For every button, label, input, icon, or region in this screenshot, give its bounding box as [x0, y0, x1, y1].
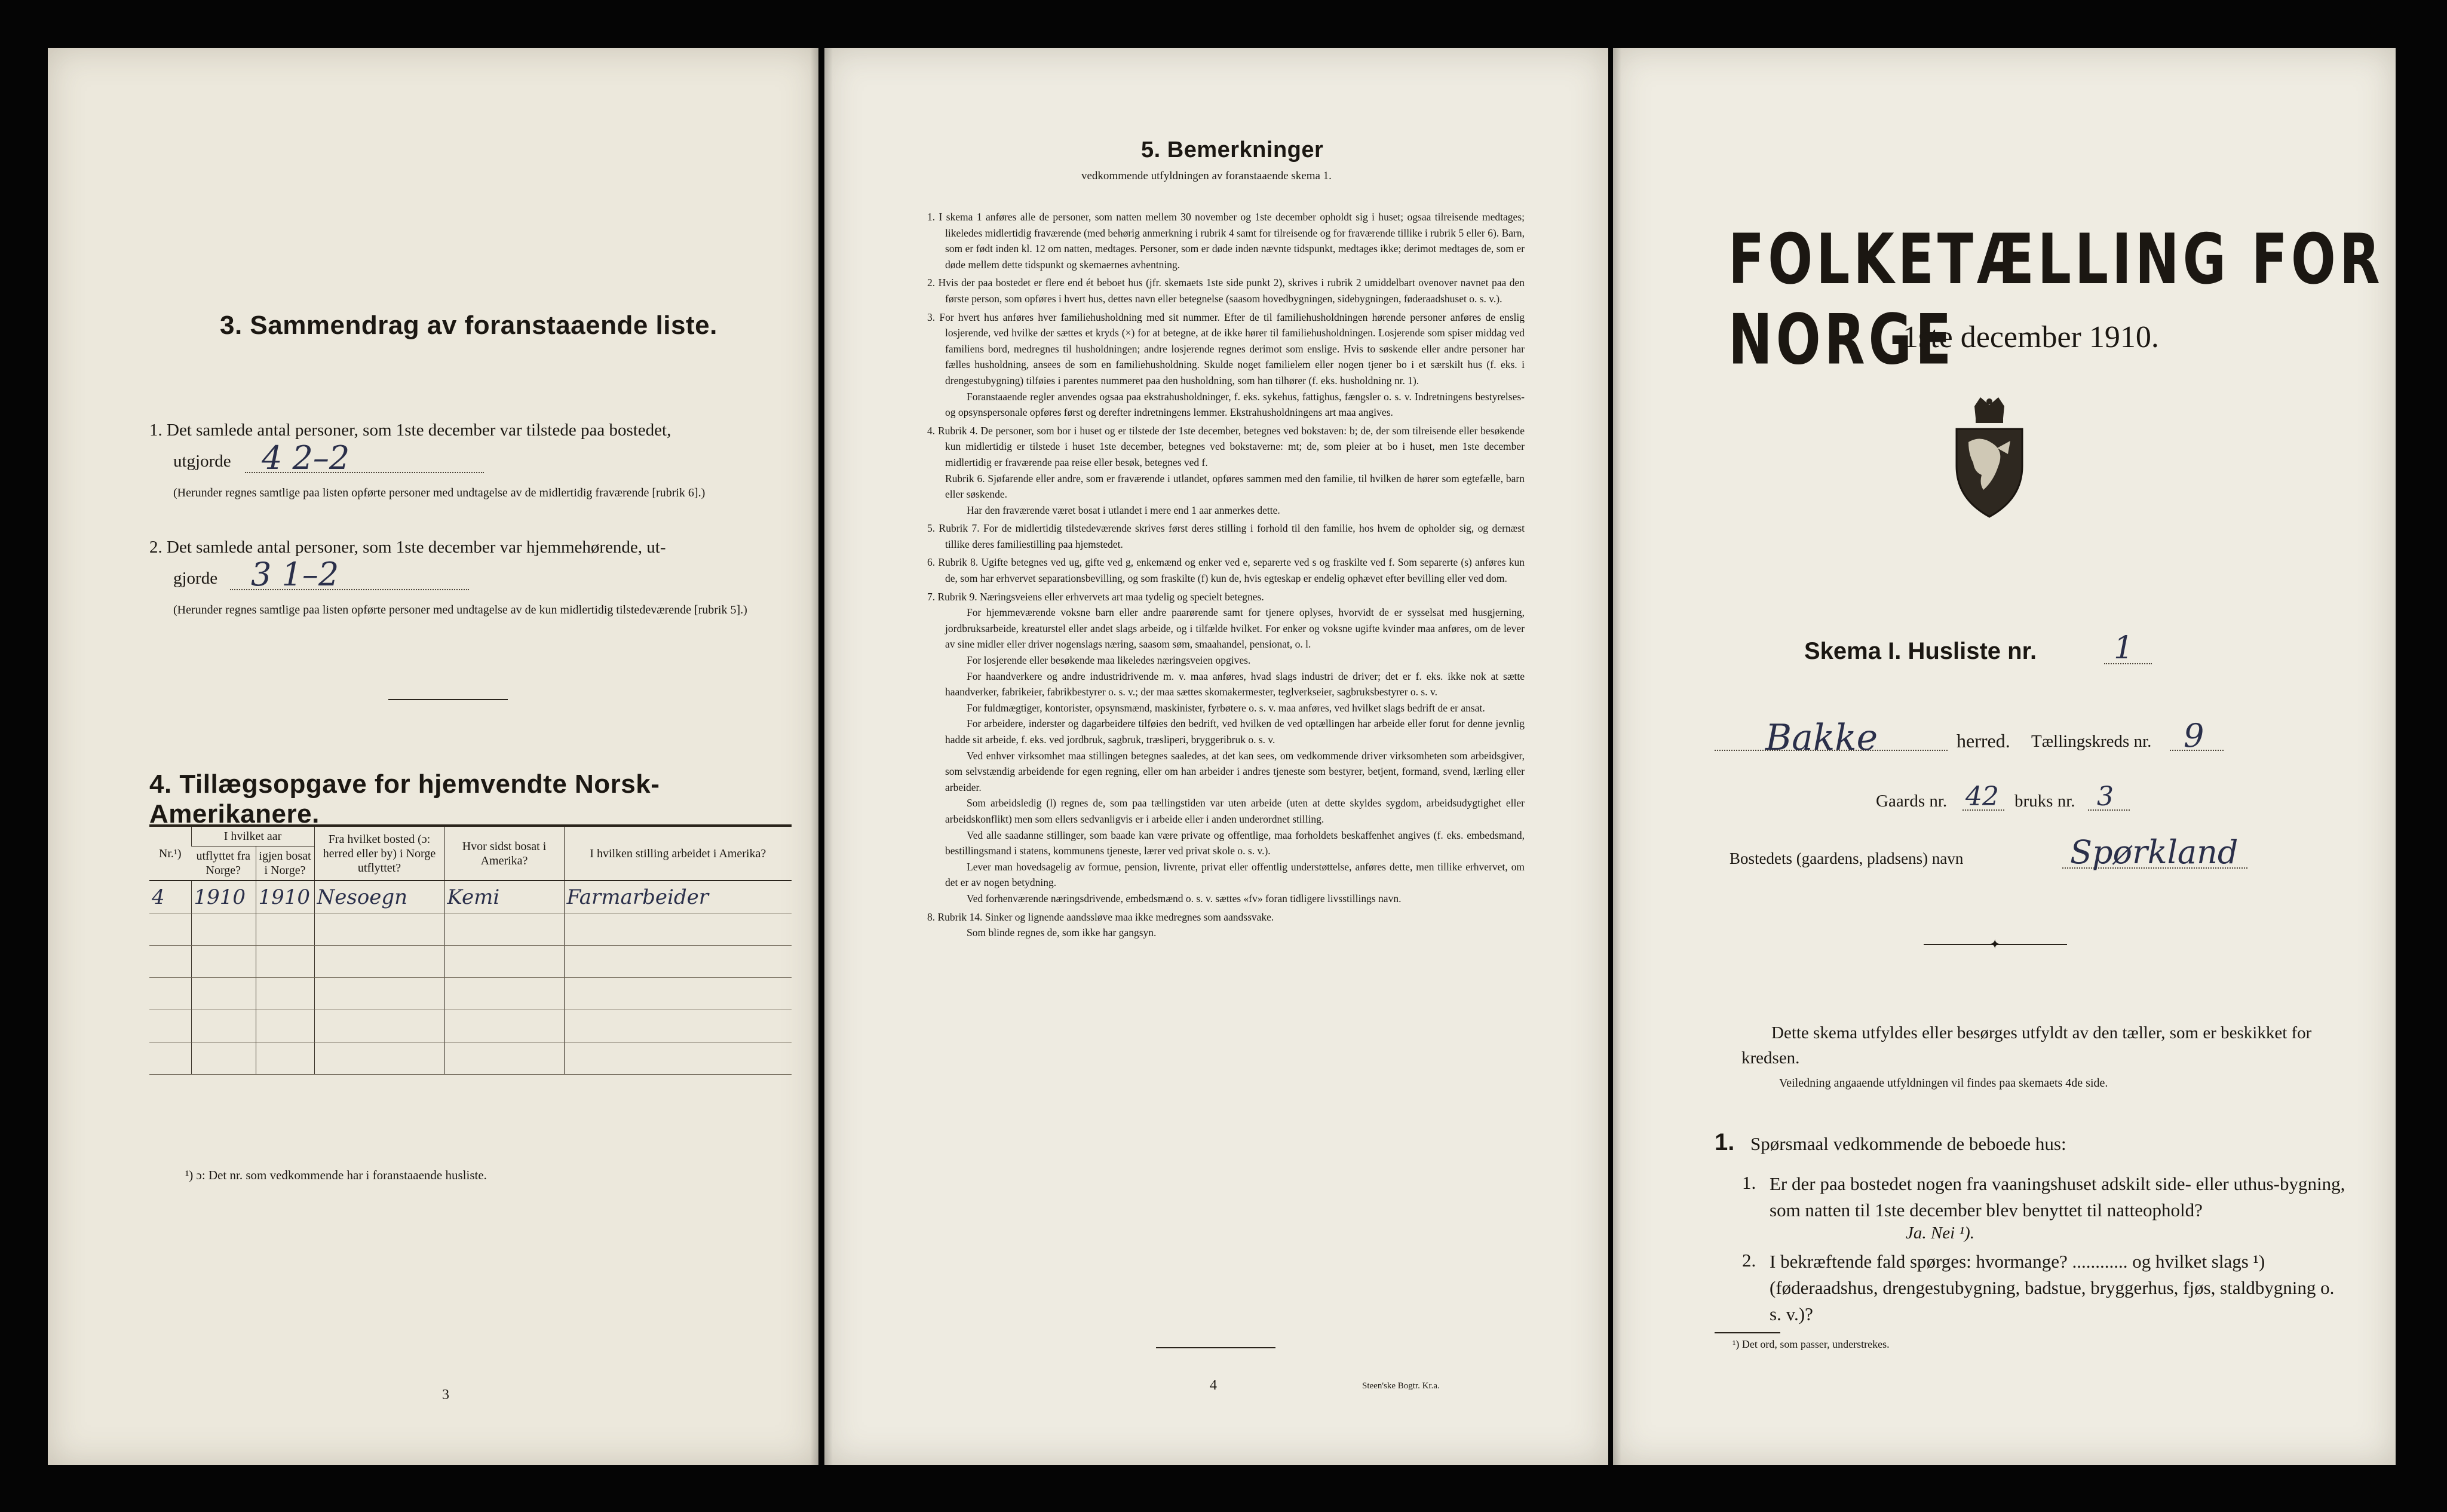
- question-heading-number: 1.: [1715, 1129, 1735, 1155]
- col-last-place: Hvor sidst bosat i Amerika?: [444, 826, 564, 881]
- q2-text: I bekræftende fald spørges: hvormange? ............ og hvilket slags ¹) (føderaadshus, drengestubygning, badstue, bryggerhus, fjøs, staldbygning o. s. v.)?: [1770, 1251, 2335, 1324]
- remark-7d: For haandverkere og andre industridrivende m. v. maa anføres, hvad slags industri de driver; det er f. eks. ikke nok at sætte haandverker, fabrikeier, fabrikbestyrer o. s. v.; der maa sættes skomakermester, teglverkseier, sagbruksbestyrer o. s. v.: [945, 670, 1525, 698]
- remark-7i: Ved alle saadanne stillinger, som baade kan være private og offentlige, maa forholdets beskaffenhet angives (f. eks. embedsmand, bestillingsmand i statens, kommunens tjeneste, lærer ved privat skole o. s. v.).: [945, 829, 1525, 857]
- col-returned: igjen bosat i Norge?: [256, 847, 314, 881]
- remark-7e: For fuldmægtiger, kontorister, opsynsmænd, maskinister, fyrbøtere o. s. v. maa anføres, ved hvilket slags bedrift de er ansat.: [967, 701, 1485, 714]
- remark-7k: Ved forhenværende næringsdrivende, embedsmænd o. s. v. sættes «fv» foran tidligere livsstillings navn.: [967, 892, 1402, 904]
- ornament-icon: ✦: [1989, 937, 2001, 952]
- gaard-label: Gaards nr.: [1876, 792, 1948, 811]
- footnote-rule: [1715, 1332, 1780, 1333]
- col-emigrated: utflyttet fra Norge?: [191, 847, 256, 881]
- col-nr: Nr.¹): [149, 826, 191, 881]
- coat-of-arms-icon: [1951, 394, 2028, 520]
- remark-4b: Rubrik 6. Sjøfarende eller andre, som er fraværende i utlandet, opføres sammen med den familie, til hvilken de hører som egtefælle, barn eller søskende.: [945, 472, 1525, 501]
- q2-number: 2.: [1742, 1250, 1756, 1271]
- remarks-heading: 5. Bemerkninger: [1141, 137, 1324, 162]
- right-page: [1613, 48, 2396, 1465]
- q1-text: Er der paa bostedet nogen fra vaaningshuset adskilt side- eller uthus-bygning, som natten til 1ste december blev benyttet til natteophold?: [1770, 1173, 2345, 1220]
- divider: [1156, 1347, 1275, 1348]
- remark-6: 6. Rubrik 8. Ugifte betegnes ved ug, gifte ved g, enkemænd og enker ved e, separerte ved s og fraskilte ved f. Som separerte (s) anføres kun de, som har erhvervet separationsbevilling, og som fraskilte (f) kun de, hvis egteskap er endelig ophævet efter bevilling eller ved dom.: [927, 556, 1525, 585]
- cell-from-place: Nesoegn: [314, 881, 444, 913]
- section3-item2-line: 2. Det samlede antal personer, som 1ste december var hjemmehørende, ut-: [149, 538, 666, 557]
- herred-value: Bakke: [1765, 717, 1878, 759]
- bruk-value: 3: [2097, 781, 2114, 812]
- middle-page: [824, 48, 1608, 1465]
- cell-emigrated: 1910: [191, 881, 256, 913]
- bosted-value: Spørkland: [2070, 833, 2239, 871]
- remark-4c: Har den fraværende været bosat i utlandet i mere end 1 aar anmerkes dette.: [967, 504, 1280, 516]
- divider: [388, 699, 508, 700]
- table-row: [149, 1010, 792, 1042]
- section3-item1-note: (Herunder regnes samtlige paa listen opførte personer med undtagelse av de midlertidig fraværende [rubrik 6].): [173, 486, 706, 499]
- remark-7c: For losjerende eller besøkende maa likeledes næringsveien opgives.: [967, 654, 1251, 667]
- remark-1: 1. I skema 1 anføres alle de personer, som natten mellem 30 november og 1ste december opholdt sig i huset; ogsaa tilreisende medtages; likeledes midlertidig fraværende (med behørig anmerkning i rubrik 4 samt for tilreisende og for fraværende tillike i rubrik 5 eller 6). Barn, som er født inden kl. 12 om natten, medtages. Personer, som er døde inden nævnte tidspunkt, medtages ikke; derimot medtages de, som er døde mellem dette tidspunkt og skemaernes avhentning.: [927, 211, 1525, 271]
- remark-3b: Foranstaaende regler anvendes ogsaa paa ekstrahusholdninger, f. eks. sykehus, fattighus, fængsler o. s. v. Indretningens bestyrelses- og opsynspersonale opføres først og derefter indretningens lemmer. Ekstrahusholdningens art maa angives.: [945, 390, 1525, 419]
- form-date: 1ste december 1910.: [1903, 320, 2159, 354]
- remarks-body: [927, 209, 1525, 941]
- cell-last-place: Kemi: [444, 881, 564, 913]
- instruction-note: Veiledning angaaende utfyldningen vil findes paa skemaets 4de side.: [1779, 1077, 2108, 1090]
- table-footnote: ¹) ɔ: Det nr. som vedkommende har i foranstaaende husliste.: [185, 1168, 487, 1182]
- norsk-amerikanere-table: [149, 824, 792, 1075]
- page-fold: [824, 48, 833, 1465]
- printer-mark: Steen'ske Bogtr. Kr.a.: [1362, 1381, 1440, 1391]
- remark-8: 8. Rubrik 14. Sinker og lignende aandssløve maa ikke medregnes som aandssvake.: [927, 910, 1274, 923]
- kreds-value: 9: [2184, 717, 2204, 755]
- question-heading: Spørsmaal vedkommende de beboede hus:: [1750, 1133, 2066, 1154]
- schema-label: Skema I. Husliste nr.: [1804, 638, 2037, 664]
- cell-occupation: Farmarbeider: [564, 881, 792, 913]
- instruction-text: Dette skema utfyldes eller besørges utfyldt av den tæller, som er beskikket for kredsen.: [1741, 1023, 2312, 1068]
- gaard-value: 42: [1965, 781, 1999, 812]
- remark-7j: Lever man hovedsagelig av formue, pension, livrente, privat eller offentlig understøttelse, anføres dette, men tillike erhvervet, om det er av nogen betydning.: [945, 860, 1525, 889]
- remark-7: 7. Rubrik 9. Næringsveiens eller erhvervets art maa tydelig og specielt betegnes.: [927, 590, 1264, 603]
- cell-returned: 1910: [256, 881, 314, 913]
- remark-7b: For hjemmeværende voksne barn eller andre paarørende samt for tjenere oplyses, hvorvidt de er sysselsat med husgjerning, jordbruksarbeide, kreaturstel eller andet slags arbeide, og i tilfælde hvilket. For enker og voksne ugifte kvinder maa anføres, om de lever av sine midler eller driver nogenslags næring, saasom søm, smaahandel, pensionat, o. l.: [945, 606, 1525, 651]
- remark-7h: Som arbeidsledig (l) regnes de, som paa tællingstiden var uten arbeide (uten at dette skyldes sygdom, arbeidsudygtighet eller arbeidskonflikt) men som ellers sedvanligvis er i arbeide eller i anden underordnet stilling.: [945, 797, 1525, 825]
- page-number: 4: [1210, 1378, 1217, 1393]
- section3-item2-label: gjorde: [173, 569, 218, 588]
- section3-item1-label: utgjorde: [173, 452, 231, 471]
- husliste-nr-value: 1: [2114, 630, 2134, 666]
- section3-heading: 3. Sammendrag av foranstaaende liste.: [220, 311, 717, 340]
- table-row: [149, 881, 792, 913]
- item2-value: 3 1–2: [251, 556, 339, 593]
- page-fold: [810, 48, 818, 1465]
- item1-value: 4 2–2: [262, 439, 350, 477]
- page-number: 3: [442, 1387, 449, 1403]
- remark-2: 2. Hvis der paa bostedet er flere end ét beboet hus (jfr. skemaets 1ste side punkt 2), skrives i rubrik 2 umiddelbart ovenover navnet paa den første person, som opføres i hvert hus, dettes navn eller betegnelse (saasom hovedbygningen, sidebygningen, føderaadshuset o. s. v.).: [927, 277, 1525, 305]
- col-from-place: Fra hvilket bosted (ɔ: herred eller by) i Norge utflyttet?: [314, 826, 444, 881]
- remark-8b: Som blinde regnes de, som ikke har gangsyn.: [967, 927, 1157, 939]
- kreds-label: Tællingskreds nr.: [2031, 732, 2152, 751]
- table-row: [149, 913, 792, 946]
- page-fold: [1613, 48, 1621, 1465]
- table-row: [149, 978, 792, 1010]
- form-title: FOLKETÆLLING FOR NORGE: [1728, 220, 2384, 381]
- bosted-label: Bostedets (gaardens, pladsens) navn: [1730, 849, 1964, 867]
- right-footnote: ¹) Det ord, som passer, understrekes.: [1732, 1338, 1890, 1350]
- col-occupation: I hvilken stilling arbeidet i Amerika?: [564, 826, 792, 881]
- cell-nr: 4: [149, 881, 191, 913]
- table-row: [149, 1042, 792, 1075]
- bruk-label: bruks nr.: [2014, 792, 2075, 811]
- remark-4: 4. Rubrik 4. De personer, som bor i huset og er tilstede der 1ste december, betegnes ved bokstaven: b; de, der som tilreisende eller besøkende kun midlertidig er tilstede i huset 1ste december, betegnes ved bokstaverne: mt; de, som pleier at bo i huset, men 1ste december midlertidig er fraværende paa reise eller besøk, betegnes ved f.: [927, 424, 1525, 468]
- q1-answer: Ja. Nei ¹).: [1906, 1223, 1974, 1243]
- table-row: [149, 946, 792, 978]
- section3-item2-note: (Herunder regnes samtlige paa listen opførte personer med undtagelse av de kun midlertidig tilstedeværende [rubrik 5].): [173, 603, 747, 617]
- remark-7g: Ved enhver virksomhet maa stillingen betegnes saaledes, at det kan sees, om vedkommende driver virksomheten som arbeidsgiver, som selvstændig arbeidende for egen regning, eller om han arbeider i andres tjeneste som bestyrer, betjent, formand, svend, lærling eller arbeider.: [945, 749, 1525, 793]
- q1-number: 1.: [1742, 1172, 1756, 1193]
- col-group-year: I hvilket aar: [191, 826, 314, 847]
- remark-7f: For arbeidere, inderster og dagarbeidere tilføies den bedrift, ved hvilken de ved optællingen har arbeide eller forut for denne jevnlig hadde sit arbeide, f. eks. ved jordbruk, sagbruk, træsliperi, bryggeribruk o. s. v.: [945, 717, 1525, 746]
- remark-5: 5. Rubrik 7. For de midlertidig tilstedeværende skrives først deres stilling i forhold til den familie, hos hvem de opholder sig, og dernæst tillike deres familiestilling paa hjemstedet.: [927, 522, 1525, 550]
- section3-item1-line: 1. Det samlede antal personer, som 1ste december var tilstede paa bostedet,: [149, 421, 671, 440]
- left-page: [48, 48, 818, 1465]
- herred-label: herred.: [1957, 730, 2010, 752]
- remark-3: 3. For hvert hus anføres hver familiehusholdning med sit nummer. Efter de til familiehusholdningen hørende personer anføres de enslig losjerende, ved hvilke der sættes et kryds (×) for at betegne, at de ikke hører til familiehusholdningen. Losjerende som spiser middag ved familiens bord, medregnes til husholdningen; andre losjerende regnes derimot som enslige. Hvis to søskende eller andre personer har fælles husholdning, ansees de som en familiehusholdning. Skulde noget familielem eller nogen tjener bo i et særskilt hus (f. eks. i drengestubygning) tilføies i parentes nummeret paa den husholdning, som han tilhører (f. eks. husholdning nr. 1).: [927, 311, 1525, 387]
- section4-heading: 4. Tillægsopgave for hjemvendte Norsk-Amerikanere.: [149, 769, 660, 829]
- remarks-subheading: vedkommende utfyldningen av foranstaaende skema 1.: [1081, 170, 1332, 182]
